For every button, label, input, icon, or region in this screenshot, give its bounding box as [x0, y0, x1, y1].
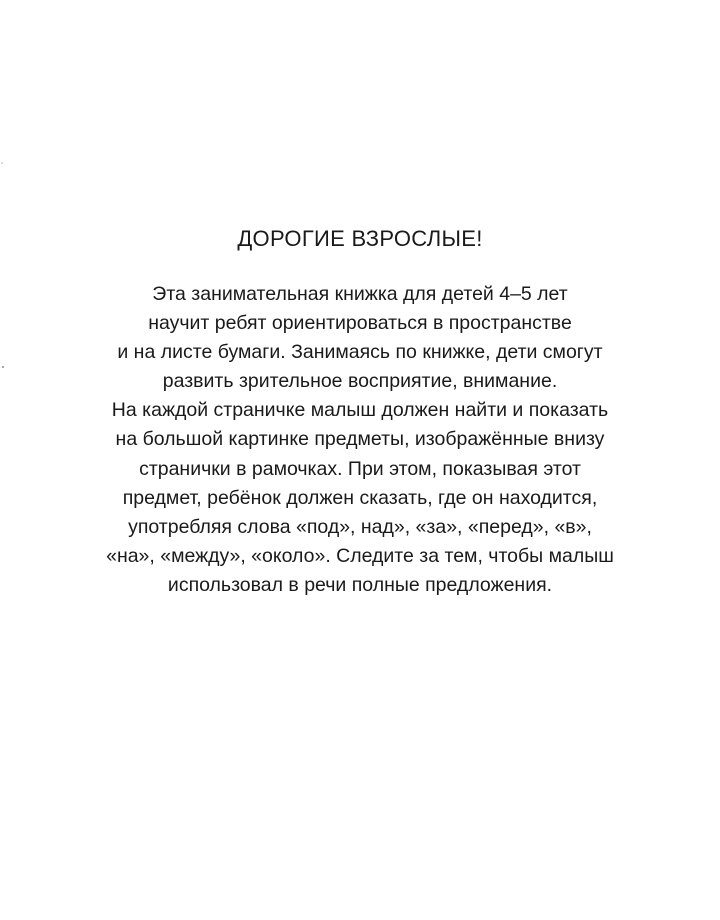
page-heading: ДОРОГИЕ ВЗРОСЛЫЕ! — [237, 226, 483, 251]
paragraph-line: научит ребят ориентироваться в пространстве — [148, 312, 572, 335]
scan-speck — [2, 366, 4, 368]
paragraph-line: На каждой страничке малыш должен найти и показать — [111, 399, 609, 422]
paragraph-line: странички в рамочках. При этом, показывая этот — [139, 457, 581, 480]
paragraph-line: «на», «между», «около». Следите за тем, чтобы малыш — [106, 544, 614, 567]
paragraph-line: и на листе бумаги. Занимаясь по книжке, дети смогут — [117, 341, 603, 364]
paragraph-line: использовал в речи полные предложения. — [167, 573, 553, 596]
paragraph-line: употребляя слова «под», над», «за», «перед», «в», — [128, 515, 592, 538]
scan-speck — [1, 162, 3, 164]
paragraph-line: Эта занимательная книжка для детей 4–5 лет — [152, 283, 568, 305]
paragraph-line: предмет, ребёнок должен сказать, где он находится, — [122, 486, 598, 509]
paragraph-line: на большой картинке предметы, изображённые внизу — [115, 428, 605, 451]
paragraph-line: развить зрительное восприятие, внимание. — [162, 370, 558, 393]
intro-paragraph — [0, 280, 720, 600]
